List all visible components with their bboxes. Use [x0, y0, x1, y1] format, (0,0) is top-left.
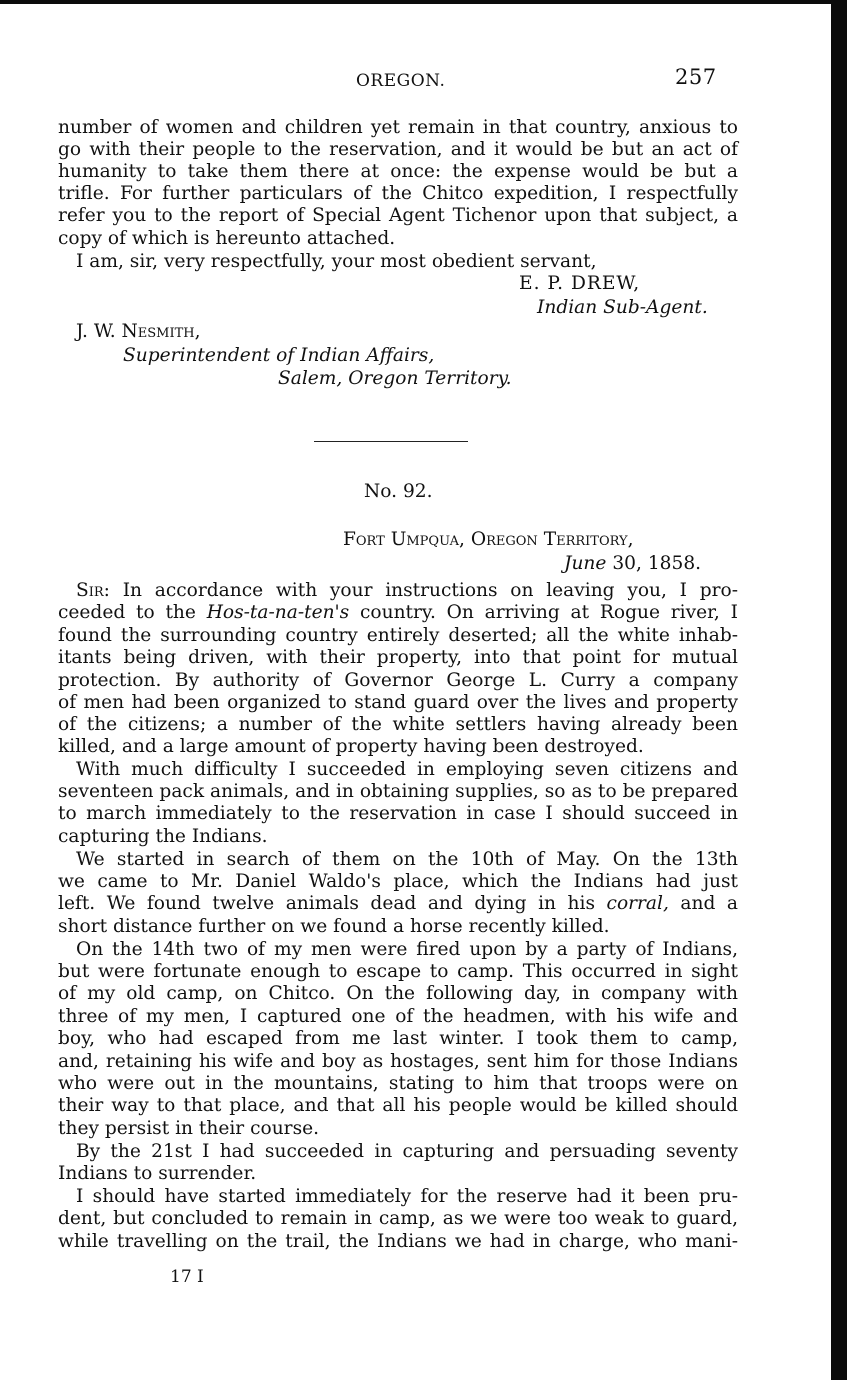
text-line: copy of which is hereunto attached. [58, 228, 396, 249]
addressee-location: Salem, Oregon Territory. [278, 368, 512, 389]
document-number: No. 92. [364, 481, 433, 502]
text-line: killed, and a large amount of property having been destroyed. [58, 736, 644, 757]
text-line: Indians to surrender. [58, 1163, 257, 1184]
text-line: dent, but concluded to remain in camp, as we were too weak to guard, [58, 1208, 738, 1229]
text-line: protection. By authority of Governor George L. Curry a company [58, 670, 738, 691]
text-line: trifle. For further particulars of the Chitco expedition, I respectfully [58, 183, 738, 204]
text-line: boy, who had escaped from me last winter. I took them to camp, [58, 1028, 738, 1049]
addressee-title: Superintendent of Indian Affairs, [123, 345, 435, 366]
page-number: 257 [675, 65, 717, 89]
text-line: capturing the Indians. [58, 826, 268, 847]
section-divider [314, 441, 468, 442]
text-line: short distance further on we found a horse recently killed. [58, 916, 610, 937]
letter-place: Fort Umpqua, Oregon Territory, [343, 529, 634, 550]
text-line: they persist in their course. [58, 1118, 320, 1139]
text-line: while travelling on the trail, the Indians we had in charge, who mani- [58, 1231, 738, 1252]
text-line: but were fortunate enough to escape to camp. This occurred in sight [58, 961, 738, 982]
scan-right-edge [831, 0, 847, 1380]
text-line: seventeen pack animals, and in obtaining supplies, so as to be prepared [58, 781, 738, 802]
text-line: I should have started immediately for the reserve had it been pru- [76, 1186, 738, 1207]
text-line: of the citizens; a number of the white settlers having already been [58, 714, 738, 735]
text-line: refer you to the report of Special Agent Tichenor upon that subject, a [58, 205, 738, 226]
letter-date: June 30, 1858. [564, 553, 702, 574]
text-line: we came to Mr. Daniel Waldo's place, which the Indians had just [58, 871, 738, 892]
signer-title: Indian Sub-Agent. [537, 297, 708, 318]
text-line: found the surrounding country entirely deserted; all the white inhab- [58, 625, 738, 646]
text-line: On the 14th two of my men were fired upon by a party of Indians, [76, 939, 738, 960]
text-line: to march immediately to the reservation in case I should succeed in [58, 803, 738, 824]
text-line: three of my men, I captured one of the headmen, with his wife and [58, 1006, 738, 1027]
text-line: left. We found twelve animals dead and dying in his corral, and a [58, 893, 738, 914]
text-line: itants being driven, with their property, into that point for mutual [58, 647, 738, 668]
running-head-title: OREGON. [356, 71, 446, 91]
text-line: of my old camp, on Chitco. On the following day, in company with [58, 983, 738, 1004]
closing-line: I am, sir, very respectfully, your most obedient servant, [76, 251, 597, 272]
addressee-name: J. W. Nesmith, [76, 321, 201, 342]
text-line: their way to that place, and that all his people would be killed should [58, 1095, 738, 1116]
text-line: number of women and children yet remain in that country, anxious to [58, 117, 738, 138]
text-line: of men had been organized to stand guard over the lives and property [58, 692, 738, 713]
salutation: Sir: [76, 580, 110, 601]
text-line: We started in search of them on the 10th of May. On the 13th [76, 849, 738, 870]
text-line: and, retaining his wife and boy as hostages, sent him for those Indians [58, 1051, 738, 1072]
printer-signature-mark: 17 I [170, 1267, 204, 1287]
text-line: go with their people to the reservation, and it would be but an act of [58, 139, 738, 160]
text-line: By the 21st I had succeeded in capturing and persuading seventy [76, 1141, 738, 1162]
text-line: humanity to take them there at once: the expense would be but a [58, 161, 738, 182]
text-line: ceeded to the Hos-ta-na-ten's country. On arriving at Rogue river, I [58, 602, 738, 623]
text-line: With much difficulty I succeeded in employing seven citizens and [76, 759, 738, 780]
tribe-name: Hos-ta-na-ten's [206, 602, 350, 623]
signer-name: E. P. DREW, [519, 273, 641, 294]
text-line: Sir: In accordance with your instructions on leaving you, I pro- [76, 580, 738, 601]
text-line: who were out in the mountains, stating to him that troops were on [58, 1073, 738, 1094]
